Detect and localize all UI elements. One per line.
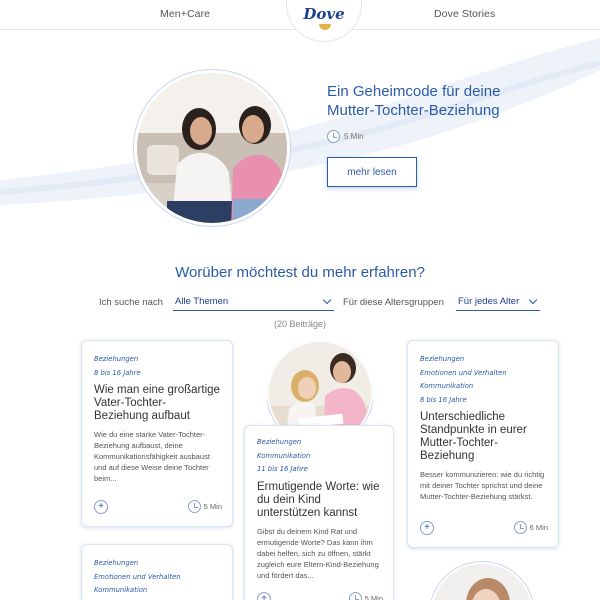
- card-read-time: [514, 521, 548, 534]
- card-tag[interactable]: Kommunikation: [257, 451, 311, 460]
- card-tag[interactable]: 11 bis 16 Jahre: [257, 465, 308, 473]
- article-count: (20 Beiträge): [273, 319, 327, 329]
- card-read-time: [188, 500, 222, 513]
- clock-icon: [327, 130, 340, 143]
- filter-bar: [0, 294, 600, 314]
- chevron-down-icon: [529, 296, 537, 304]
- card-read-time: [349, 592, 383, 600]
- read-more-button[interactable]: mehr lesen: [327, 157, 417, 187]
- article-card[interactable]: [81, 544, 233, 600]
- search-label: Ich suche nach: [99, 297, 163, 308]
- card-tag[interactable]: Beziehungen: [257, 438, 302, 446]
- hero-mother-daughter-photo: [134, 70, 290, 226]
- card-tag[interactable]: Beziehungen: [94, 559, 139, 567]
- dove-bird-icon: [319, 24, 331, 30]
- card-description: Besser kommunizieren: wie du richtig mit deiner Tochter sprichst und deine Mutter-Tochter-Beziehung stärkst.: [420, 470, 545, 501]
- clock-icon: [188, 500, 201, 513]
- card-tag[interactable]: Kommunikation: [94, 586, 148, 594]
- article-card[interactable]: [407, 340, 559, 548]
- card-tag[interactable]: Emotionen und Verhalten: [420, 368, 507, 377]
- card-read-time-label: 5 Min: [203, 502, 222, 511]
- card-tag[interactable]: Emotionen und Verhalten: [94, 572, 181, 581]
- clock-icon: [514, 521, 527, 534]
- nav-link-dove-stories[interactable]: Dove Stories: [434, 8, 496, 20]
- card-portrait-photo: [430, 562, 534, 600]
- dove-logo-text: Dove: [303, 5, 345, 23]
- card-tag[interactable]: 8 bis 16 Jahre: [94, 368, 141, 377]
- card-mother-daughter-homework-photo: [267, 340, 373, 428]
- card-tag[interactable]: 8 bis 16 Jahre: [420, 395, 467, 404]
- card-photo-wrapper: [267, 340, 373, 428]
- plus-icon[interactable]: +: [420, 521, 434, 535]
- age-select-value: Für jedes Alter: [458, 296, 520, 307]
- age-select[interactable]: [456, 294, 540, 311]
- age-label: Für diese Altersgruppen: [343, 297, 444, 308]
- clock-icon: [349, 592, 362, 600]
- card-description: Wie du eine starke Vater-Tochter-Beziehung aufbaust, deine Kommunikationsfähigkeit ausbaust und auf diese Weise deine Tochter beim...: [94, 430, 210, 483]
- plus-icon[interactable]: +: [94, 500, 108, 514]
- card-tag[interactable]: Kommunikation: [420, 382, 474, 390]
- hero-read-time-label: 5 Min: [344, 132, 364, 141]
- hero-read-time: [327, 130, 364, 143]
- card-title[interactable]: Ermutigende Worte: wie du dein Kind unterstützen kannst: [257, 480, 380, 519]
- chevron-down-icon: [323, 296, 331, 304]
- topic-select[interactable]: [173, 294, 334, 311]
- plus-icon[interactable]: +: [257, 592, 271, 600]
- hero-section: [0, 30, 600, 230]
- card-title[interactable]: Wie man eine großartige Vater-Tochter-Beziehung aufbaut: [94, 384, 220, 422]
- card-tag[interactable]: Beziehungen: [94, 355, 139, 363]
- hero-title[interactable]: Ein Geheimcode für deine Mutter-Tochter-Beziehung: [327, 83, 501, 119]
- hero-background-swoosh: [0, 30, 600, 230]
- section-title: Worüber möchtest du mehr erfahren?: [175, 264, 425, 281]
- card-tag[interactable]: Beziehungen: [420, 355, 465, 363]
- card-title[interactable]: Unterschiedliche Standpunkte in eurer Mutter-Tochter-Beziehung: [420, 411, 527, 462]
- card-description: Gibst du deinem Kind Rat und ermutigende Worte? Das kann ihm dabei helfen, sich zu öffnen, stärkt zugleich eure Eltern-Kind-Beziehung und fördert das...: [257, 526, 379, 580]
- article-card[interactable]: [81, 340, 233, 527]
- article-card[interactable]: [244, 425, 394, 600]
- topic-select-value: Alle Themen: [175, 296, 229, 307]
- card-read-time-label: 5 Min: [364, 594, 383, 600]
- nav-link-men-care[interactable]: Men+Care: [160, 8, 211, 20]
- card-read-time-label: 6 Min: [529, 523, 548, 532]
